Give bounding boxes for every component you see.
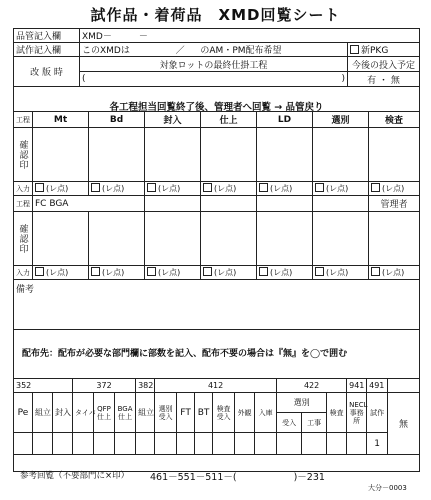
check-box[interactable]: [259, 267, 268, 276]
check-box[interactable]: [203, 183, 212, 192]
revision-label: 改 版 時: [14, 57, 80, 87]
check-cell[interactable]: (レ点): [145, 182, 201, 196]
dept-select-label: 選別: [277, 393, 327, 413]
dept-inspect: 検査: [327, 393, 347, 433]
reference-note: 参考回覧（不要部門に×印）: [20, 471, 130, 481]
check-cell[interactable]: (レ点): [313, 182, 369, 196]
dept-bt: BT: [195, 393, 213, 433]
stamp-cell[interactable]: [33, 128, 89, 182]
stamp-cell[interactable]: [33, 212, 89, 266]
count-cell[interactable]: [255, 433, 277, 455]
stamp-cell[interactable]: [257, 128, 313, 182]
trial-count[interactable]: 1: [367, 433, 388, 455]
section-title: 各工程担当回覧終了後、管理者へ回覧 → 品管戻り: [109, 102, 324, 113]
count-cell[interactable]: [195, 433, 213, 455]
check-cell[interactable]: (レ点): [369, 266, 420, 280]
form-number: 461－551－511－( )－231: [150, 472, 325, 483]
dept-tieba: タイバ: [73, 393, 94, 433]
dept-qfp-finish: QFP仕上: [94, 393, 115, 433]
dept-encap: 封入: [53, 393, 73, 433]
check-cell[interactable]: (レ点): [201, 182, 257, 196]
check-cell[interactable]: (レ点): [313, 266, 369, 280]
check-box[interactable]: [35, 183, 44, 192]
remarks-field[interactable]: [14, 280, 420, 330]
dept-trial: 試作: [367, 393, 388, 433]
dept-assembly-382: 組立: [136, 393, 155, 433]
stamp-cell[interactable]: [201, 128, 257, 182]
check-box[interactable]: [91, 183, 100, 192]
process-table-2: [13, 195, 420, 280]
manager-label: 管理者: [369, 196, 420, 212]
dept-code-352: 352: [14, 379, 73, 393]
col-mt: Mt: [33, 112, 89, 128]
check-cell[interactable]: (レ点): [145, 266, 201, 280]
col-finish: 仕上: [201, 112, 257, 128]
check-box[interactable]: [147, 183, 156, 192]
confirm-label: 確認印: [14, 212, 33, 266]
remarks-table: [13, 279, 420, 330]
dept-inspect-receive: 検査受入: [213, 393, 235, 433]
check-cell[interactable]: (レ点): [89, 266, 145, 280]
dept-pe: Pe: [14, 393, 33, 433]
count-cell[interactable]: [33, 433, 53, 455]
dept-select-receive: 選別受入: [155, 393, 177, 433]
dept-code-372: 372: [73, 379, 136, 393]
stamp-cell[interactable]: [201, 212, 257, 266]
check-cell[interactable]: (レ点): [89, 182, 145, 196]
sheet-title: 試作品・着荷品 XMD回覧シート: [90, 6, 341, 24]
count-cell[interactable]: [94, 433, 115, 455]
dept-appearance: 外観: [235, 393, 255, 433]
form-code: 大分－0003: [368, 484, 407, 492]
col-bd: Bd: [89, 112, 145, 128]
dept-assembly: 組立: [33, 393, 53, 433]
stamp-cell[interactable]: [369, 212, 420, 266]
input-label: 入力: [14, 266, 33, 280]
future-input-choice[interactable]: 有 ・ 無: [348, 72, 420, 87]
process-label: 工程: [14, 196, 33, 212]
check-cell[interactable]: (レ点): [369, 182, 420, 196]
stamp-cell[interactable]: [89, 212, 145, 266]
new-pkg-checkbox[interactable]: [350, 45, 359, 54]
dept-code-491: 491: [367, 379, 388, 393]
check-box[interactable]: [91, 267, 100, 276]
check-box[interactable]: [259, 183, 268, 192]
count-cell[interactable]: [155, 433, 177, 455]
count-cell[interactable]: [73, 433, 94, 455]
blank-cell: [313, 196, 369, 212]
process-table-1: [13, 111, 420, 196]
stamp-cell[interactable]: [313, 212, 369, 266]
future-input-label: 今後の投入予定: [348, 57, 420, 72]
check-cell[interactable]: (レ点): [33, 266, 89, 280]
check-cell[interactable]: (レ点): [257, 182, 313, 196]
count-cell[interactable]: [277, 433, 302, 455]
qc-entry-label: 品管記入欄: [14, 29, 80, 43]
stamp-cell[interactable]: [89, 128, 145, 182]
check-box[interactable]: [371, 183, 380, 192]
blank-cell: [257, 196, 313, 212]
dept-receive: 受入: [277, 413, 302, 433]
count-cell[interactable]: [14, 433, 33, 455]
trial-entry-label: 試作記入欄: [14, 43, 80, 57]
final-process-field[interactable]: ( ): [80, 72, 348, 87]
check-cell[interactable]: (レ点): [201, 266, 257, 280]
dept-code-412: 412: [155, 379, 277, 393]
input-label: 入力: [14, 182, 33, 196]
dept-ft: FT: [177, 393, 195, 433]
final-process-label: 対象ロットの最終仕掛工程: [80, 57, 348, 72]
distribution-note: 配布先：配布が必要な部門欄に部数を記入、配布不要の場合は『無』を◯で囲む: [22, 349, 348, 359]
count-cell[interactable]: [177, 433, 195, 455]
dept-none[interactable]: 無: [388, 393, 420, 455]
check-box[interactable]: [315, 183, 324, 192]
count-cell[interactable]: [213, 433, 235, 455]
count-cell[interactable]: [136, 433, 155, 455]
dept-warehouse: 入庫: [255, 393, 277, 433]
stamp-cell[interactable]: [313, 128, 369, 182]
check-box[interactable]: [315, 267, 324, 276]
col-ld: LD: [257, 112, 313, 128]
dept-necl-office: NECL事務所: [347, 393, 367, 433]
count-cell[interactable]: [347, 433, 367, 455]
col-select: 選別: [313, 112, 369, 128]
check-box[interactable]: [35, 267, 44, 276]
count-cell[interactable]: [327, 433, 347, 455]
stamp-cell[interactable]: [257, 212, 313, 266]
col-inspect: 検査: [369, 112, 420, 128]
dept-bga-finish: BGA仕上: [115, 393, 136, 433]
blank-cell: [388, 379, 420, 393]
process-label: 工程: [14, 112, 33, 128]
dept-code-941: 941: [347, 379, 367, 393]
count-cell[interactable]: [115, 433, 136, 455]
remarks-label: 備考: [16, 285, 35, 295]
count-cell[interactable]: [53, 433, 73, 455]
header-table: [13, 28, 420, 87]
check-box[interactable]: [203, 267, 212, 276]
new-pkg-option[interactable]: 新PKG: [348, 43, 420, 57]
blank-cell: [201, 196, 257, 212]
dept-code-422: 422: [277, 379, 347, 393]
blank-cell: [145, 196, 201, 212]
count-cell[interactable]: [235, 433, 255, 455]
xmd-number-field[interactable]: XMD－ －: [80, 29, 420, 43]
check-cell[interactable]: (レ点): [33, 182, 89, 196]
stamp-cell[interactable]: [369, 128, 420, 182]
dept-work: 工事: [302, 413, 327, 433]
stamp-cell[interactable]: [145, 128, 201, 182]
process-value: FC BGA: [33, 196, 145, 212]
check-box[interactable]: [147, 267, 156, 276]
stamp-cell[interactable]: [145, 212, 201, 266]
col-encap: 封入: [145, 112, 201, 128]
confirm-label: 確認印: [14, 128, 33, 182]
check-box[interactable]: [371, 267, 380, 276]
department-table: [13, 378, 420, 455]
distribution-request-field[interactable]: このXMDは ／ のAM・PM配布希望: [80, 43, 348, 57]
dept-code-382: 382: [136, 379, 155, 393]
count-cell[interactable]: [302, 433, 327, 455]
check-cell[interactable]: (レ点): [257, 266, 313, 280]
